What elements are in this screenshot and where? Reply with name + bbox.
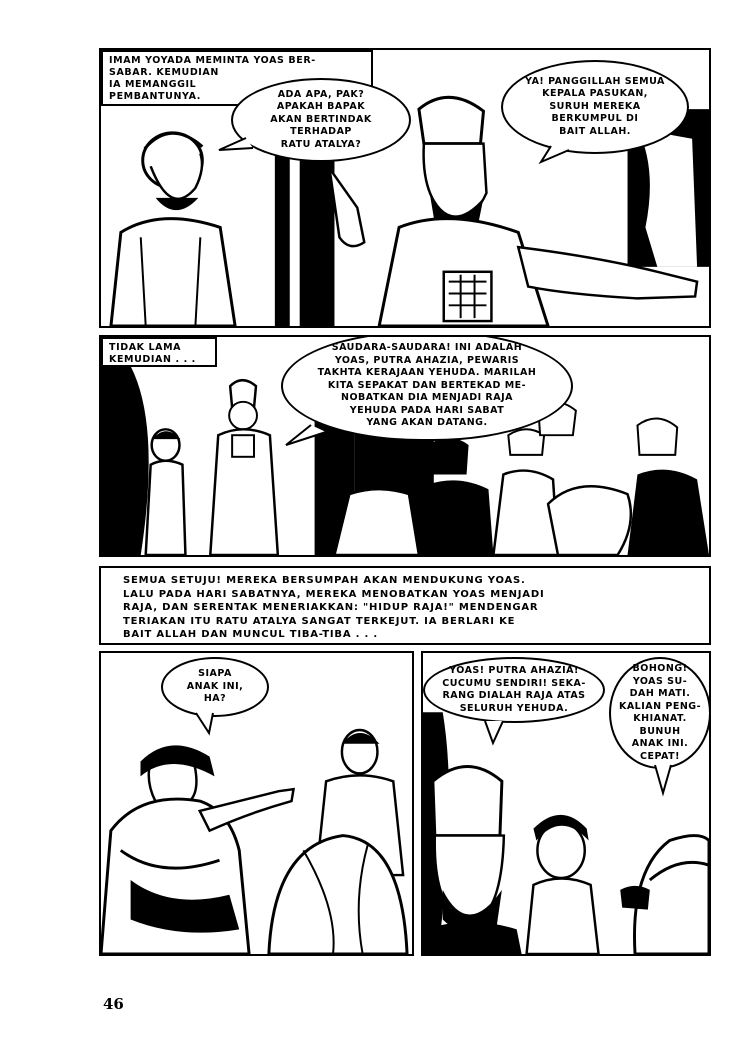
panel-4 <box>99 651 414 956</box>
panel-2-caption: TIDAK LAMA KEMUDIAN . . . <box>101 337 217 367</box>
panel-1 <box>99 48 711 328</box>
panel-1-bubble-tail <box>101 50 711 328</box>
panel-5-speech-bubble-priest: YOAS! PUTRA AHAZIA! CUCUMU SENDIRI! SEKA- RANG DIALAH RAJA ATAS SELURUH YEHUDA. <box>423 657 605 723</box>
panel-1-caption: IMAM YOYADA MEMINTA YOAS BER- SABAR. KEMUDIAN IA MEMANGGIL PEMBANTUNYA. <box>101 50 373 106</box>
page-number: 46 <box>103 995 124 1013</box>
panel-4-speech-bubble-queen: SIAPA ANAK INI, HA? <box>161 657 269 717</box>
panel-2-speech-bubble-priest: SAUDARA-SAUDARA! INI ADALAH YOAS, PUTRA AHAZIA, PEWARIS TAKHTA KERAJAAN YEHUDA. MARILAH KITA SEPAKAT DAN BERTEKAD ME- NOBATKAN DIA MENJADI RAJA YEHUDA PADA HARI SABAT YANG AKAN DATANG. <box>281 335 573 441</box>
panel-1-speech-bubble-priest: YA! PANGGILLAH SEMUA KEPALA PASUKAN, SURUH MEREKA BERKUMPUL DI BAIT ALLAH. <box>501 60 689 154</box>
panel-4-bubble-tail <box>101 653 414 956</box>
panel-5 <box>421 651 711 956</box>
panel-2-bubble-tail <box>101 337 711 557</box>
panel-2 <box>99 335 711 557</box>
panel-1-speech-bubble-man: ADA APA, PAK? APAKAH BAPAK AKAN BERTINDAK TERHADAP RATU ATALYA? <box>231 78 411 162</box>
panel-3-narration-text: SEMUA SETUJU! MEREKA BERSUMPAH AKAN MENDUKUNG YOAS. LALU PADA HARI SABATNYA, MEREKA MENOBATKAN YOAS MENJADI RAJA, DAN SERENTAK MENERIAKKAN: "HIDUP RAJA!" MENDENGAR TERIAKAN ITU RATU ATALYA SANGAT TERKEJUT. IA BERLARI KE BAIT ALLAH DAN MUNCUL TIBA-TIBA . . . <box>123 575 545 640</box>
panel-5-speech-bubble-queen: BOHONG! YOAS SU- DAH MATI. KALIAN PENG- KHIANAT. BUNUH ANAK INI. CEPAT! <box>609 657 711 769</box>
panel-5-bubble-tail <box>423 653 711 956</box>
panel-3-narration-panel <box>99 566 711 645</box>
